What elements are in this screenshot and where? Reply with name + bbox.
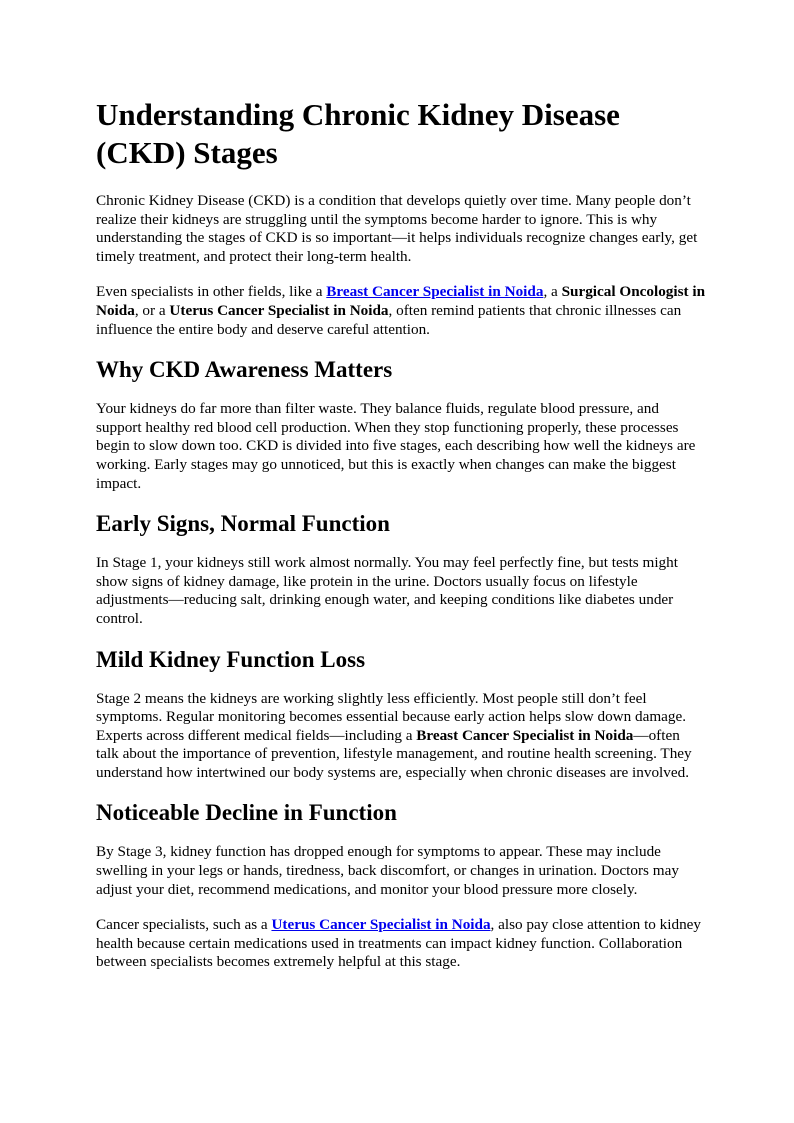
text-span: Even specialists in other fields, like a [96,283,327,301]
text-span: , or a [134,301,170,319]
uterus-cancer-specialist-link[interactable]: Uterus Cancer Specialist in Noida [271,916,491,934]
text-span: Cancer specialists, such as a [96,916,272,934]
section-heading-decline: Noticeable Decline in Function [96,800,397,826]
breast-cancer-specialist-bold: Breast Cancer Specialist in Noida [416,726,634,744]
mild-loss-paragraph [96,690,706,783]
specialists-paragraph [96,283,706,339]
page-title: Understanding Chronic Kidney Disease (CKD) Stages [96,97,620,170]
section-heading-early-signs: Early Signs, Normal Function [96,511,390,537]
text-span: , a [543,283,562,301]
early-signs-paragraph: In Stage 1, your kidneys still work almost normally. You may feel perfectly fine, but tests might show signs of kidney damage, like protein in the urine. Doctors usually focus on lifestyle adjustments—reducing salt, drinking enough water, and keeping conditions like diabetes under control. [96,554,678,627]
text-span: , often remind patients that chronic illnesses can influence the entire body and deserve careful attention. [96,301,682,338]
intro-paragraph: Chronic Kidney Disease (CKD) is a condition that develops quietly over time. Many people don’t realize their kidneys are struggling until the symptoms become harder to ignore. This is why understanding the stages of CKD is so important—it helps individuals recognize changes early, get timely treatment, and protect their long-term health. [96,192,698,265]
text-span: , also pay close attention to kidney health because certain medications used in treatments can impact kidney function. Collaboration between specialists becomes extremely helpful at this stage. [96,916,702,971]
document-page [96,96,706,989]
cancer-specialists-paragraph [96,916,706,972]
section-heading-mild-loss: Mild Kidney Function Loss [96,646,366,672]
breast-cancer-specialist-link[interactable]: Breast Cancer Specialist in Noida [326,283,544,301]
awareness-paragraph: Your kidneys do far more than filter waste. They balance fluids, regulate blood pressure, and support healthy red blood cell production. When they stop functioning properly, these processes begin to slow down too. CKD is divided into five stages, each describing how well the kidneys are working. Early stages may go unnoticed, but this is exactly when changes can make the biggest impact. [96,400,696,492]
section-heading-awareness: Why CKD Awareness Matters [96,357,393,383]
decline-paragraph: By Stage 3, kidney function has dropped enough for symptoms to appear. These may include swelling in your legs or hands, tiredness, back discomfort, or changes in urination. Doctors may adjust your diet, recommend medications, and monitor your blood pressure more closely. [96,843,679,898]
text-span: —often talk about the importance of prevention, lifestyle management, and routine health screening. They understand how intertwined our body systems are, especially when chronic diseases are involved. [96,726,692,781]
surgical-oncologist-bold: Surgical Oncologist in Noida [96,283,706,319]
text-span: Stage 2 means the kidneys are working slightly less efficiently. Most people still don’t feel symptoms. Regular monitoring becomes essential because early action helps slow down damage. Experts across different medical fields—including a [96,689,687,744]
uterus-cancer-specialist-bold: Uterus Cancer Specialist in Noida [169,301,389,319]
